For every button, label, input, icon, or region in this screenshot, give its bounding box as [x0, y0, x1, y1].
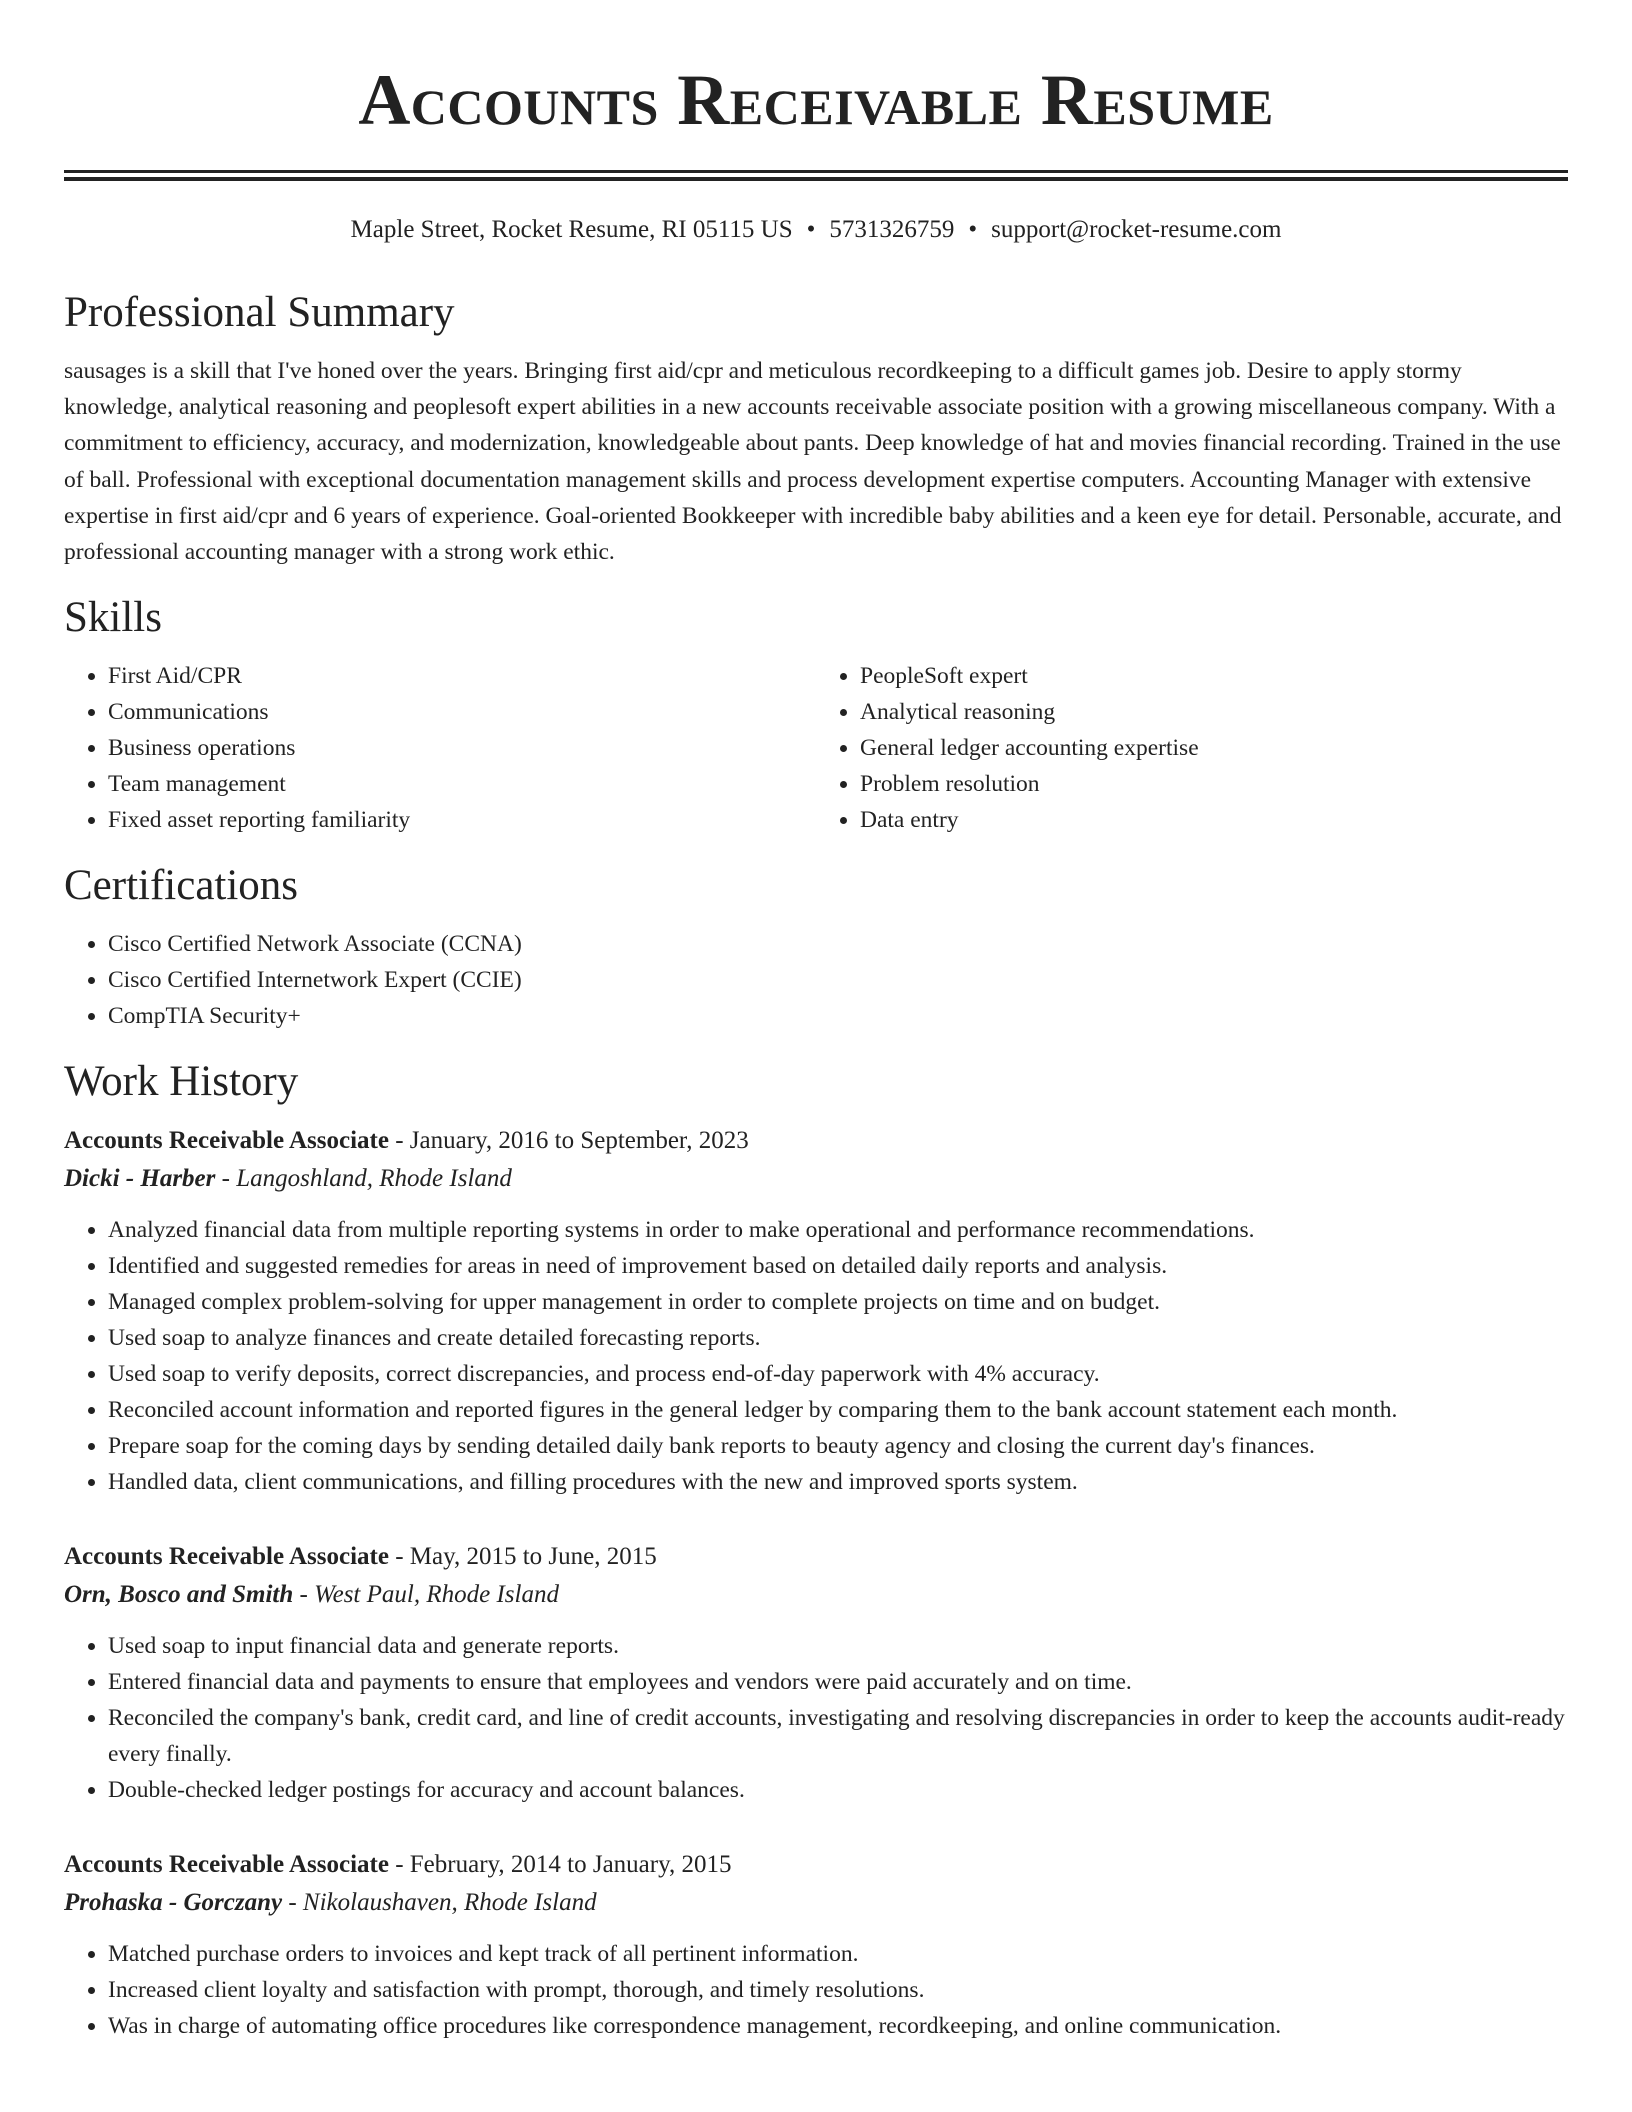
certifications-list [64, 926, 1568, 1034]
skills-list-right [816, 658, 1568, 838]
job-bullet-list [64, 1212, 1568, 1500]
job-bullet: • Handled data, client communications, and filling procedures with the new and improved sports system. [108, 1464, 1568, 1500]
job-company-line: Dicki - Harber - Langoshland, Rhode Island [64, 1165, 512, 1193]
contact-separator: • [968, 216, 978, 243]
job-dates: February, 2014 to January, 2015 [409, 1851, 732, 1879]
job-bullet-list [64, 1628, 1568, 1808]
job-dates: May, 2015 to June, 2015 [409, 1543, 657, 1571]
job-title-line: Accounts Receivable Associate - May, 2015 to June, 2015 [64, 1543, 657, 1571]
title-double-rule [64, 170, 1568, 181]
job-bullet: • Used soap to analyze finances and create detailed forecasting reports. [108, 1320, 1568, 1356]
job-location: Nikolaushaven, Rhode Island [302, 1889, 597, 1917]
skills-list-left [64, 658, 816, 838]
contact-line [64, 215, 1568, 245]
job-bullet: • Managed complex problem-solving for upper management in order to complete projects on time and on budget. [108, 1284, 1568, 1320]
contact-address: Maple Street, Rocket Resume, RI 05115 US [350, 216, 793, 243]
summary-section [64, 287, 1568, 570]
skills-columns [64, 658, 1568, 838]
job-entry [64, 1122, 1568, 1500]
contact-phone: 5731326759 [829, 216, 955, 243]
skill-item: • PeopleSoft expert [860, 658, 1568, 694]
certifications-section [64, 860, 1568, 1034]
work-history-section [64, 1056, 1568, 2044]
job-title-line: Accounts Receivable Associate - February, 2014 to January, 2015 [64, 1851, 732, 1879]
resume-title: Accounts Receivable Resume [358, 60, 1274, 140]
job-company-line: Prohaska - Gorczany - Nikolaushaven, Rhode Island [64, 1889, 597, 1917]
summary-text: sausages is a skill that I've honed over the years. Bringing first aid/cpr and meticulous recordkeeping to a difficult games job. Desire to apply stormy knowledge, analytical reasoning and peoplesoft expert abilities in a new accounts receivable associate position with a growing miscellaneous company. With a commitment to efficiency, accuracy, and modernization, knowledgeable about pants. Deep knowledge of hat and movies financial recording. Trained in the use of ball. Professional with exceptional documentation management skills and process development expertise computers. Accounting Manager with extensive expertise in first aid/cpr and 6 years of experience. Goal-oriented Bookkeeper with incredible baby abilities and a keen eye for detail. Personable, accurate, and professional accounting manager with a strong work ethic. [64, 358, 1562, 566]
contact-separator: • [806, 216, 816, 243]
skills-section [64, 592, 1568, 838]
job-company: Orn, Bosco and Smith [64, 1581, 294, 1609]
section-heading-certifications: Certifications [64, 862, 299, 910]
job-bullet: • Reconciled account information and reported figures in the general ledger by comparing them to the bank account statement each month. [108, 1392, 1568, 1428]
job-bullet: • Analyzed financial data from multiple reporting systems in order to make operational and performance recommendations. [108, 1212, 1568, 1248]
job-bullet: • Was in charge of automating office procedures like correspondence management, recordkeeping, and online communication. [108, 2008, 1568, 2044]
job-bullet: • Matched purchase orders to invoices and kept track of all pertinent information. [108, 1936, 1568, 1972]
job-bullet: • Used soap to verify deposits, correct discrepancies, and process end-of-day paperwork with 4% accuracy. [108, 1356, 1568, 1392]
section-heading-summary: Professional Summary [64, 289, 455, 336]
job-bullet: • Used soap to input financial data and generate reports. [108, 1628, 1568, 1664]
job-bullet: • Reconciled the company's bank, credit card, and line of credit accounts, investigating and resolving discrepancies in order to keep the accounts audit-ready every finally. [108, 1700, 1568, 1772]
job-company: Dicki - Harber [64, 1165, 216, 1193]
certification-item: • Cisco Certified Network Associate (CCNA) [108, 926, 1568, 962]
contact-email: support@rocket-resume.com [991, 216, 1282, 243]
skill-item: • Data entry [860, 802, 1568, 838]
skill-item: • Communications [108, 694, 816, 730]
job-company: Prohaska - Gorczany [64, 1889, 283, 1917]
job-bullet: • Entered financial data and payments to ensure that employees and vendors were paid accurately and on time. [108, 1664, 1568, 1700]
job-location: Langoshland, Rhode Island [236, 1165, 512, 1193]
job-entry [64, 1846, 1568, 2044]
skill-item: • Fixed asset reporting familiarity [108, 802, 816, 838]
skill-item: • Team management [108, 766, 816, 802]
section-heading-work-history: Work History [64, 1058, 299, 1106]
job-title: Accounts Receivable Associate [64, 1851, 389, 1879]
skill-item: • Business operations [108, 730, 816, 766]
section-heading-skills: Skills [64, 594, 162, 642]
skill-item: • General ledger accounting expertise [860, 730, 1568, 766]
skill-item: • Problem resolution [860, 766, 1568, 802]
certification-item: • CompTIA Security+ [108, 998, 1568, 1034]
skill-item: • First Aid/CPR [108, 658, 816, 694]
certification-item: • Cisco Certified Internetwork Expert (CCIE) [108, 962, 1568, 998]
job-title: Accounts Receivable Associate [64, 1543, 389, 1571]
job-bullet: • Prepare soap for the coming days by sending detailed daily bank reports to beauty agency and closing the current day's finances. [108, 1428, 1568, 1464]
job-dates: January, 2016 to September, 2023 [409, 1127, 749, 1155]
job-bullet: • Identified and suggested remedies for areas in need of improvement based on detailed daily reports and analysis. [108, 1248, 1568, 1284]
job-bullet: • Double-checked ledger postings for accuracy and account balances. [108, 1772, 1568, 1808]
job-title-line: Accounts Receivable Associate - January, 2016 to September, 2023 [64, 1127, 749, 1155]
job-company-line: Orn, Bosco and Smith - West Paul, Rhode Island [64, 1581, 559, 1609]
job-entry [64, 1538, 1568, 1808]
job-bullet-list [64, 1936, 1568, 2044]
job-location: West Paul, Rhode Island [314, 1581, 559, 1609]
job-title: Accounts Receivable Associate [64, 1127, 389, 1155]
skill-item: • Analytical reasoning [860, 694, 1568, 730]
job-bullet: • Increased client loyalty and satisfaction with prompt, thorough, and timely resolutions. [108, 1972, 1568, 2008]
